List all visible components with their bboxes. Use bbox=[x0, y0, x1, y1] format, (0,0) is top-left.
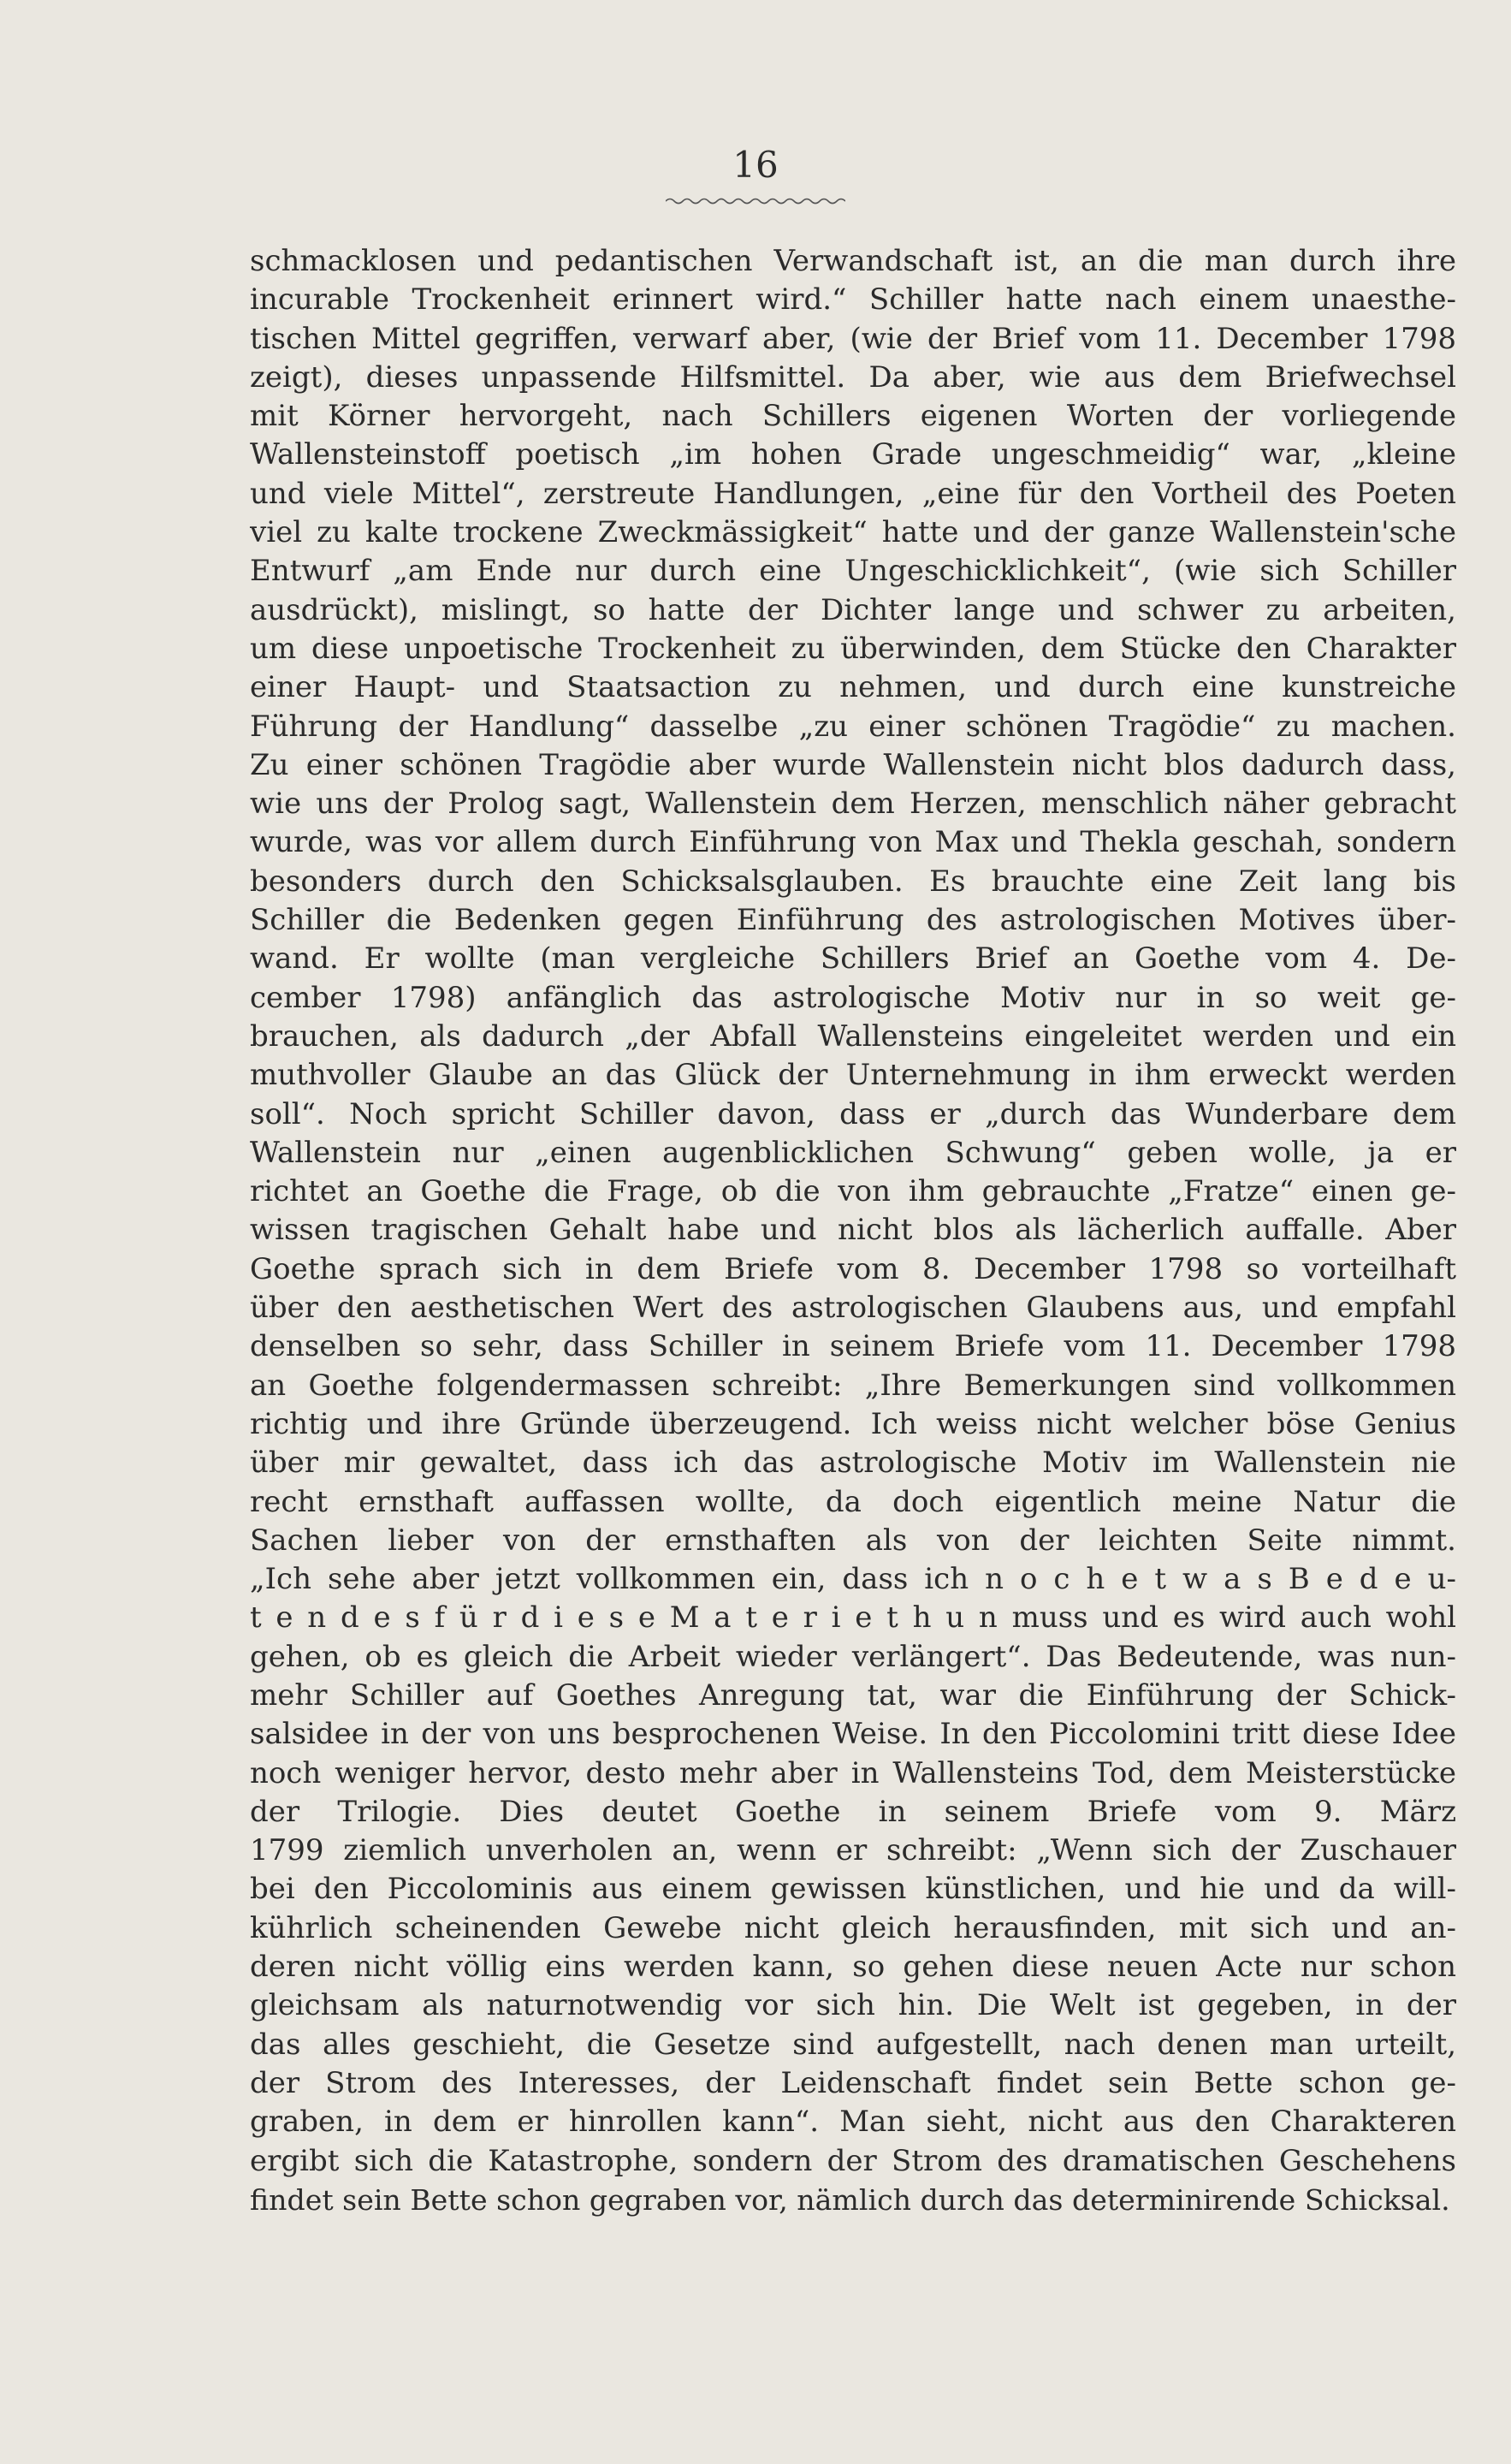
text-line: Führung der Handlung“ dasselbe „zu einer schönen Tragödie“ zu machen. bbox=[250, 709, 1456, 744]
text-line: der Strom des Interesses, der Leidenschaft findet sein Bette schon ge- bbox=[250, 2065, 1456, 2100]
page-number: 16 bbox=[732, 144, 779, 186]
text-line: t e n d e s f ü r d i e s e M a t e r i e t h u n muss und es wird auch wohl bbox=[250, 1600, 1456, 1636]
text-line: Zu einer schönen Tragödie aber wurde Wallenstein nicht blos dadurch dass, bbox=[250, 747, 1456, 782]
text-line: Entwurf „am Ende nur durch eine Ungeschicklichkeit“, (wie sich Schiller bbox=[250, 554, 1456, 589]
text-line: noch weniger hervor, desto mehr aber in Wallensteins Tod, dem Meisterstücke bbox=[250, 1755, 1456, 1790]
text-line: tischen Mittel gegriffen, verwarf aber, (wie der Brief vom 11. December 1798 bbox=[250, 321, 1456, 356]
ornament-rule bbox=[666, 195, 845, 207]
text-line: ergibt sich die Katastrophe, sondern der Strom des dramatischen Geschehens bbox=[250, 2143, 1456, 2178]
text-line: Sachen lieber von der ernsthaften als von der leichten Seite nimmt. bbox=[250, 1523, 1456, 1558]
text-line: deren nicht völlig eins werden kann, so gehen diese neuen Acte nur schon bbox=[250, 1950, 1456, 1985]
text-line: findet sein Bette schon gegraben vor, nämlich durch das determinirende Schicksal. bbox=[250, 2182, 1450, 2217]
text-line: recht ernsthaft auffassen wollte, da doch eigentlich meine Natur die bbox=[250, 1484, 1456, 1519]
text-line: kührlich scheinenden Gewebe nicht gleich herausfinden, mit sich und an- bbox=[250, 1910, 1456, 1945]
text-line: „Ich sehe aber jetzt vollkommen ein, dass ich n o c h e t w a s B e d e u- bbox=[250, 1562, 1456, 1597]
body-text bbox=[250, 242, 1456, 2219]
text-line: gehen, ob es gleich die Arbeit wieder verlängert“. Das Bedeutende, was nun- bbox=[250, 1639, 1456, 1674]
text-line: Wallenstein nur „einen augenblicklichen Schwung“ geben wolle, ja er bbox=[250, 1135, 1456, 1170]
text-line: besonders durch den Schicksalsglauben. Es brauchte eine Zeit lang bis bbox=[250, 864, 1456, 899]
text-line: soll“. Noch spricht Schiller davon, dass er „durch das Wunderbare dem bbox=[250, 1096, 1456, 1131]
text-line: salsidee in der von uns besprochenen Weise. In den Piccolomini tritt diese Idee bbox=[250, 1717, 1456, 1752]
text-line: über den aesthetischen Wert des astrologischen Glaubens aus, und empfahl bbox=[250, 1291, 1456, 1326]
text-line: um diese unpoetische Trockenheit zu überwinden, dem Stücke den Charakter bbox=[250, 631, 1456, 666]
text-line: Schiller die Bedenken gegen Einführung des astrologischen Motives über- bbox=[250, 903, 1456, 938]
text-line: bei den Piccolominis aus einem gewissen künstlichen, und hie und da will- bbox=[250, 1872, 1456, 1907]
text-line: einer Haupt- und Staatsaction zu nehmen, und durch eine kunstreiche bbox=[250, 670, 1456, 705]
text-line: wand. Er wollte (man vergleiche Schillers Brief an Goethe vom 4. De- bbox=[250, 941, 1456, 977]
text-line: das alles geschieht, die Gesetze sind aufgestellt, nach denen man urteilt, bbox=[250, 2027, 1456, 2062]
text-line: richtet an Goethe die Frage, ob die von ihm gebrauchte „Fratze“ einen ge- bbox=[250, 1174, 1456, 1209]
text-line: wissen tragischen Gehalt habe und nicht blos als lächerlich auffalle. Aber bbox=[250, 1213, 1456, 1248]
text-line: ausdrückt), mislingt, so hatte der Dichter lange und schwer zu arbeiten, bbox=[250, 592, 1456, 627]
text-line: muthvoller Glaube an das Glück der Unternehmung in ihm erweckt werden bbox=[250, 1058, 1456, 1093]
text-line: Goethe sprach sich in dem Briefe vom 8. December 1798 so vorteilhaft bbox=[250, 1251, 1456, 1286]
text-line: mit Körner hervorgeht, nach Schillers eigenen Worten der vorliegende bbox=[250, 399, 1456, 434]
text-line: richtig und ihre Gründe überzeugend. Ich weiss nicht welcher böse Genius bbox=[250, 1406, 1456, 1441]
text-line: Wallensteinstoff poetisch „im hohen Grade ungeschmeidig“ war, „kleine bbox=[250, 437, 1456, 472]
text-line: an Goethe folgendermassen schreibt: „Ihre Bemerkungen sind vollkommen bbox=[250, 1368, 1456, 1403]
text-line: 1799 ziemlich unverholen an, wenn er schreibt: „Wenn sich der Zuschauer bbox=[250, 1833, 1456, 1868]
text-line: brauchen, als dadurch „der Abfall Wallensteins eingeleitet werden und ein bbox=[250, 1018, 1456, 1054]
text-line: viel zu kalte trockene Zweckmässigkeit“ hatte und der ganze Wallenstein'sche bbox=[250, 515, 1456, 550]
text-line: wie uns der Prolog sagt, Wallenstein dem Herzen, menschlich näher gebracht bbox=[250, 787, 1456, 822]
text-line: über mir gewaltet, dass ich das astrologische Motiv im Wallenstein nie bbox=[250, 1446, 1456, 1481]
text-line: gleichsam als naturnotwendig vor sich hin. Die Welt ist gegeben, in der bbox=[250, 1988, 1456, 2023]
text-line: wurde, was vor allem durch Einführung von Max und Thekla geschah, sondern bbox=[250, 825, 1456, 860]
text-line: und viele Mittel“, zerstreute Handlungen, „eine für den Vortheil des Poeten bbox=[250, 476, 1456, 511]
text-line: der Trilogie. Dies deutet Goethe in seinem Briefe vom 9. März bbox=[250, 1794, 1456, 1829]
text-line: cember 1798) anfänglich das astrologische Motiv nur in so weit ge- bbox=[250, 980, 1456, 1015]
text-line: mehr Schiller auf Goethes Anregung tat, war die Einführung der Schick- bbox=[250, 1677, 1456, 1713]
text-line: denselben so sehr, dass Schiller in seinem Briefe vom 11. December 1798 bbox=[250, 1329, 1456, 1364]
text-line: schmacklosen und pedantischen Verwandschaft ist, an die man durch ihre bbox=[250, 244, 1456, 278]
text-line: graben, in dem er hinrollen kann“. Man sieht, nicht aus den Charakteren bbox=[250, 2105, 1456, 2140]
text-line: incurable Trockenheit erinnert wird.“ Schiller hatte nach einem unaesthe- bbox=[250, 282, 1456, 318]
text-line: zeigt), dieses unpassende Hilfsmittel. Da aber, wie aus dem Briefwechsel bbox=[250, 359, 1456, 395]
